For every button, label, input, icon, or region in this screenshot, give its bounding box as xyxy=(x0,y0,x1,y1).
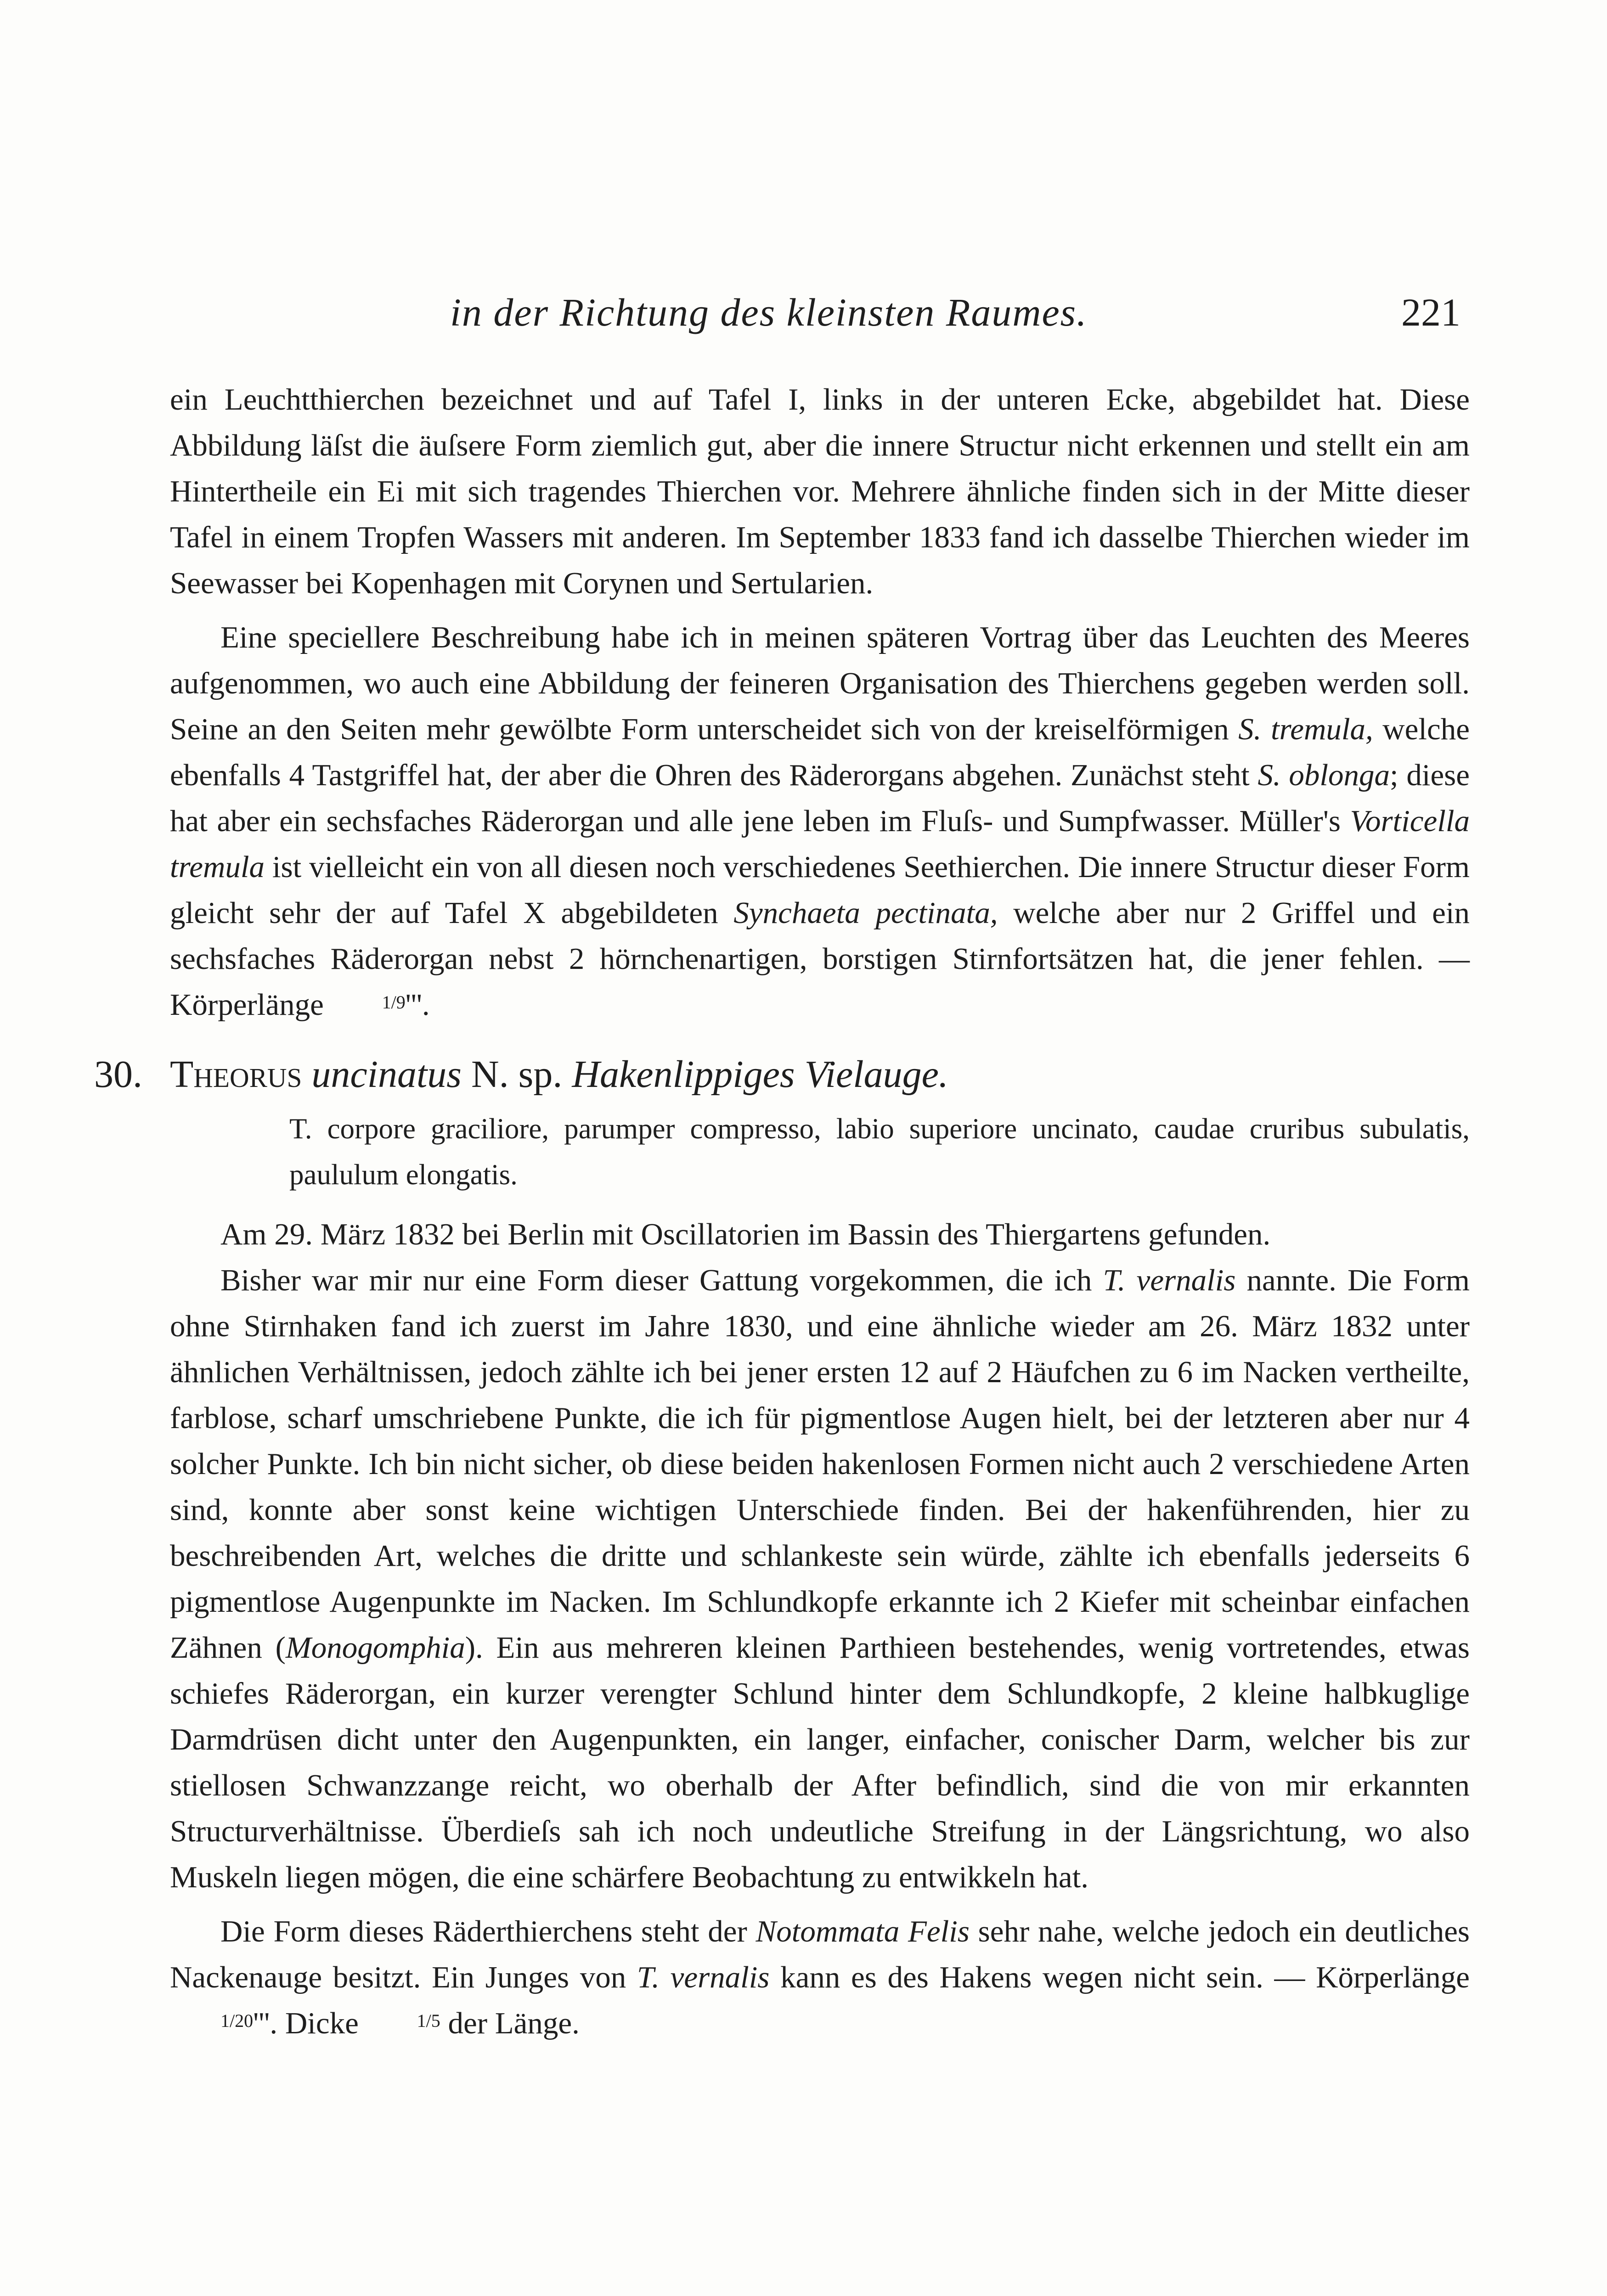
taxon-t-vernalis: T. vernalis xyxy=(1103,1263,1236,1297)
paragraph-5-text-b: sehr nahe, welche jedoch ein deutliches Nackenauge besitzt. Ein Junges von xyxy=(170,1914,1470,1994)
paragraph-4-text-a: Bisher war mir nur eine Form dieser Gattung vorgekommen, die ich xyxy=(220,1263,1103,1297)
species-status: N. sp. xyxy=(471,1053,563,1096)
species-heading xyxy=(94,1046,1470,1103)
fraction-body-length-2: 1/20 xyxy=(220,2010,254,2031)
body-text xyxy=(94,377,1470,2046)
paragraph-3 xyxy=(170,1211,1470,1257)
term-monogomphia: Monogomphia xyxy=(285,1631,465,1665)
paragraph-4-text-b: nannte. Die Form ohne Stirnhaken fand ich zuerst im Jahre 1830, und eine ähnliche wieder am 26. März 1832 unter ähnlichen Verhältnissen, jedoch zählte ich bei jener ersten 12 auf 2 Häufchen zu 6 im Nacken vertheilte, farblose, scharf umschriebene Punkte, die ich für pigmentlose Augen hielt, bei der letzteren aber nur 4 solcher Punkte. Ich bin nicht sicher, ob diese beiden hakenlosen Formen nicht auch 2 verschiedene Arten sind, konnte aber sonst keine wichtigen Unterschiede finden. Bei der hakenführenden, hier zu beschreibenden Art, welches die dritte und schlankeste sein würde, zählte ich ebenfalls jederseits 6 pigmentlose Augenpunkte im Nacken. Im Schlundkopfe erkannte ich 2 Kiefer mit scheinbar einfachen Zähnen ( xyxy=(170,1263,1470,1665)
page-number: 221 xyxy=(1401,290,1460,334)
latin-diagnosis-text: T. corpore graciliore, parumper compresso, labio superiore uncinato, caudae cruribus subulatis, paululum elongatis. xyxy=(289,1113,1470,1191)
paragraph-4 xyxy=(170,1257,1470,1900)
species-common-name: Hakenlippiges Vielauge. xyxy=(572,1053,948,1096)
running-header xyxy=(175,285,1460,340)
paragraph-4-text-c: ). Ein aus mehreren kleinen Parthieen bestehendes, wenig vortretendes, etwas schiefes Räderorgan, ein kurzer verengter Schlund hinter dem Schlundkopfe, 2 kleine halbkuglige Darmdrüsen dicht unter den Augenpunkten, ein langer, einfacher, conischer Darm, welcher bis zur stiellosen Schwanzzange reicht, wo oberhalb der After befindlich, sind die von mir erkannten Structurverhältnisse. Überdieſs sah ich noch undeutliche Streifung in der Längsrichtung, wo also Muskeln liegen mögen, die eine schärfere Beobachtung zu entwikkeln hat. xyxy=(170,1631,1470,1894)
taxon-t-vernalis-2: T. vernalis xyxy=(637,1960,770,1994)
taxon-notommata-felis: Notommata Felis xyxy=(756,1914,970,1948)
paragraph-1 xyxy=(170,377,1470,606)
paragraph-5-text-c: kann es des Hakens wegen nicht sein. — Körperlänge xyxy=(769,1960,1470,1994)
paragraph-5-text-d: '''. Dicke xyxy=(253,2006,367,2040)
taxon-s-oblonga: S. oblonga xyxy=(1257,758,1390,792)
paragraph-1-text: ein Leuchtthierchen bezeichnet und auf Tafel I, links in der unteren Ecke, abgebildet hat. Diese Abbildung läſst die äuſsere Form ziemlich gut, aber die innere Structur nicht erkennen und stellt ein am Hintertheile ein Ei mit sich tragendes Thierchen vor. Mehrere ähnliche finden sich in der Mitte dieser Tafel in einem Tropfen Wassers mit anderen. Im September 1833 fand ich dasselbe Thierchen wieder im Seewasser bei Kopenhagen mit Corynen und Sertularien. xyxy=(170,383,1470,600)
species-epithet: uncinatus xyxy=(311,1053,462,1096)
paragraph-2-text-d: ist vielleicht ein von all diesen noch verschiedenes Seethierchen. Die innere Structur dieser Form gleicht sehr der auf Tafel X abgebildeten xyxy=(170,850,1470,930)
species-genus: Theorus xyxy=(170,1053,302,1096)
taxon-synchaeta-pectinata: Synchaeta pectinata, xyxy=(733,896,998,930)
paragraph-5-text-a: Die Form dieses Räderthierchens steht der xyxy=(220,1914,756,1948)
paragraph-2-text-e: welche aber nur 2 Griffel und ein sechsfaches Räderorgan nebst 2 hörnchenartigen, borstigen Stirnfortsätzen hat, die jener fehlen. — Körperlänge xyxy=(170,896,1470,1022)
paragraph-2 xyxy=(170,614,1470,1028)
paragraph-3-text: Am 29. März 1832 bei Berlin mit Oscillatorien im Bassin des Thiergartens gefunden. xyxy=(220,1217,1271,1251)
paragraph-2-text-c: ; diese hat aber ein sechsfaches Räderorgan und alle jene leben im Fluſs- und Sumpfwasser. Müller's xyxy=(170,758,1470,838)
fraction-thickness: 1/5 xyxy=(417,2010,440,2031)
paragraph-5 xyxy=(170,1908,1470,2046)
latin-diagnosis xyxy=(289,1106,1470,1198)
running-title: in der Richtung des kleinsten Raumes. xyxy=(450,290,1088,334)
taxon-s-tremula: S. tremula, xyxy=(1238,712,1373,746)
taxon-vorticella-tremula: Vorticella tremula xyxy=(170,804,1470,884)
fraction-body-length: 1/9 xyxy=(382,992,406,1013)
species-number: 30. xyxy=(94,1053,142,1096)
unit-lines: '''. xyxy=(405,988,430,1022)
paragraph-5-text-e: der Länge. xyxy=(440,2006,580,2040)
paragraph-2-text-b: welche ebenfalls 4 Tastgriffel hat, der aber die Ohren des Räderorgans abgehen. Zunächst steht xyxy=(170,712,1470,792)
paragraph-2-text-a: Eine speciellere Beschreibung habe ich in meinen späteren Vortrag über das Leuchten des Meeres aufgenommen, wo auch eine Abbildung der feineren Organisation des Thierchens gegeben werden soll. Seine an den Seiten mehr gewölbte Form unterscheidet sich von der kreiselförmigen xyxy=(170,620,1470,746)
